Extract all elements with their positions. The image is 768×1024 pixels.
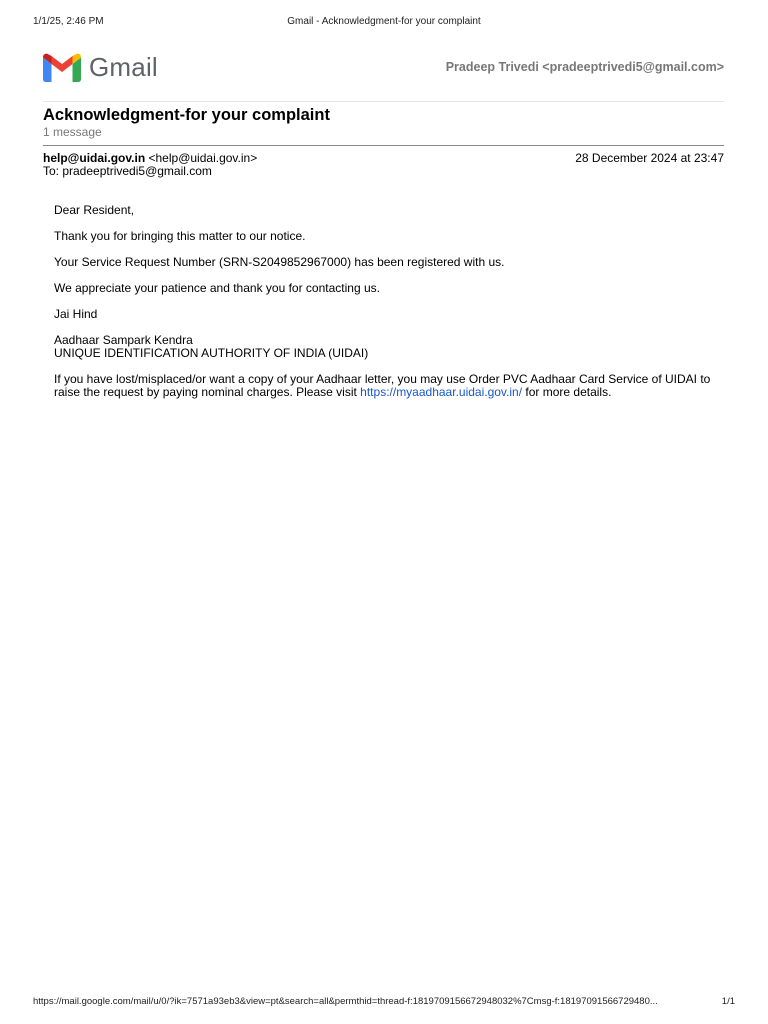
para-thanks: Thank you for bringing this matter to our notice. [54,229,306,243]
message-date: 28 December 2024 at 23:47 [575,151,724,165]
header-divider [43,101,724,102]
print-url: https://mail.google.com/mail/u/0/?ik=7571a93eb3&view=pt&search=all&permthid=thread-f:1819709156672948032%7Cmsg-f:18197091566729480... [33,996,658,1007]
para-patience: We appreciate your patience and thank you for contacting us. [54,281,380,295]
subject-divider [43,145,724,146]
info-paragraph [54,373,718,399]
sender-line [43,151,257,165]
print-header [33,16,735,30]
message-body [54,204,718,412]
gmail-header-bar [43,50,724,84]
info-text-before: If you have lost/misplaced/or want a copy of your Aadhaar letter, you may use Order PVC Aadhaar Card Service of UIDAI to raise the request by paying nominal charges. Please visit [54,372,711,399]
gmail-logo [43,52,158,82]
sender-address: <help@uidai.gov.in> [148,151,258,165]
greeting: Dear Resident, [54,203,135,217]
thread-subject: Acknowledgment-for your complaint [43,106,330,124]
recipient-line: To: pradeeptrivedi5@gmail.com [43,164,212,178]
gmail-m-logo-icon [43,53,81,82]
signature-line-1: Aadhaar Sampark Kendra [54,333,193,347]
print-datetime: 1/1/25, 2:46 PM [33,16,104,27]
print-footer [33,996,735,1010]
page-number: 1/1 [721,996,735,1007]
print-title: Gmail - Acknowledgment-for your complaint [287,16,481,27]
signoff: Jai Hind [54,307,98,321]
signature-line-2: UNIQUE IDENTIFICATION AUTHORITY OF INDIA (UIDAI) [54,346,369,360]
sender-name: help@uidai.gov.in [43,151,146,165]
para-srn: Your Service Request Number (SRN-S2049852967000) has been registered with us. [54,255,505,269]
message-count: 1 message [43,125,102,139]
signature [54,334,718,360]
info-text-after: for more details. [522,385,612,399]
myaadhaar-link[interactable]: https://myaadhaar.uidai.gov.in/ [360,385,523,399]
gmail-wordmark: Gmail [89,52,158,82]
account-identity: Pradeep Trivedi <pradeeptrivedi5@gmail.com> [445,60,724,74]
